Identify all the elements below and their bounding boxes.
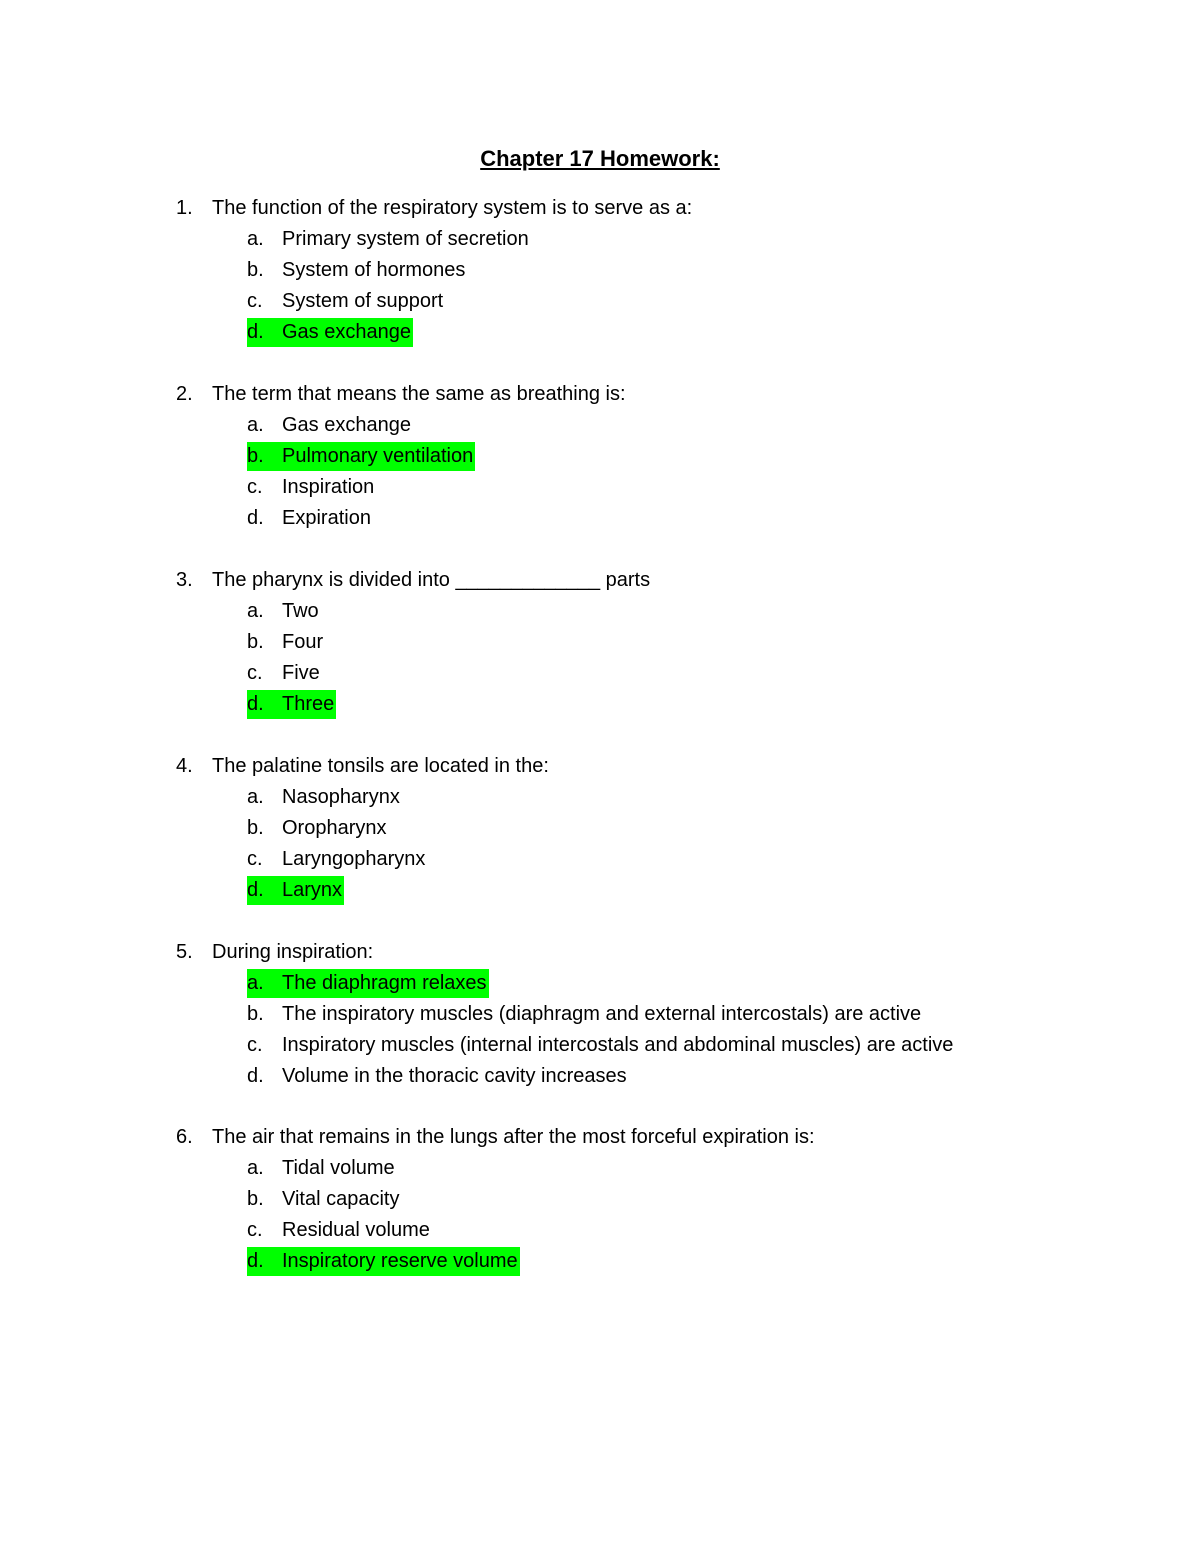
option-letter: a. xyxy=(247,1157,264,1179)
option-text: Nasopharynx xyxy=(282,786,400,808)
option-text: The inspiratory muscles (diaphragm and external intercostals) are active xyxy=(282,1003,922,1025)
option-4b xyxy=(0,813,1200,844)
option-label xyxy=(247,287,445,316)
question-number: 6. xyxy=(176,1126,193,1148)
question-number: 1. xyxy=(176,197,193,219)
option-label xyxy=(247,411,413,440)
question-text: The air that remains in the lungs after the most forceful expiration is: xyxy=(212,1126,815,1148)
option-3b xyxy=(0,627,1200,658)
option-label xyxy=(247,1062,629,1091)
question-number: 2. xyxy=(176,383,193,405)
option-letter: d. xyxy=(247,879,264,901)
option-label xyxy=(247,504,373,533)
option-letter: c. xyxy=(247,476,263,498)
option-text: Gas exchange xyxy=(282,321,411,343)
option-letter: a. xyxy=(247,414,264,436)
option-5d xyxy=(0,1061,1200,1092)
option-text: Oropharynx xyxy=(282,817,387,839)
option-2b-highlighted-answer xyxy=(0,441,1200,472)
option-letter: c. xyxy=(247,848,263,870)
option-list xyxy=(0,596,1200,720)
option-label xyxy=(247,597,321,626)
answer-highlight xyxy=(247,690,336,719)
option-letter: a. xyxy=(247,786,264,808)
option-label xyxy=(247,659,322,688)
option-label xyxy=(247,1216,432,1245)
option-5c xyxy=(0,1030,1200,1061)
option-list xyxy=(0,410,1200,534)
option-text: Laryngopharynx xyxy=(282,848,426,870)
answer-highlight xyxy=(247,1247,520,1276)
option-text: System of hormones xyxy=(282,259,466,281)
option-text: Vital capacity xyxy=(282,1188,400,1210)
option-letter: b. xyxy=(247,631,264,653)
option-list xyxy=(0,1153,1200,1277)
option-text: Gas exchange xyxy=(282,414,411,436)
option-text: Three xyxy=(282,693,335,715)
option-1a xyxy=(0,224,1200,255)
question-stem xyxy=(0,1122,1200,1153)
option-6d-highlighted-answer xyxy=(0,1246,1200,1277)
option-1c xyxy=(0,286,1200,317)
question-number: 4. xyxy=(176,755,193,777)
option-text: Inspiratory reserve volume xyxy=(282,1250,518,1272)
option-letter: d. xyxy=(247,1250,264,1272)
question-1 xyxy=(0,193,1200,348)
question-text: The term that means the same as breathing is: xyxy=(212,383,626,405)
option-3c xyxy=(0,658,1200,689)
option-label xyxy=(247,845,427,874)
option-label xyxy=(247,628,325,657)
answer-highlight xyxy=(247,318,413,347)
question-stem xyxy=(0,193,1200,224)
question-number: 5. xyxy=(176,941,193,963)
option-label xyxy=(247,1185,401,1214)
option-text: Tidal volume xyxy=(282,1157,395,1179)
option-letter: b. xyxy=(247,445,264,467)
option-5a-highlighted-answer xyxy=(0,968,1200,999)
answer-highlight xyxy=(247,876,344,905)
option-list xyxy=(0,968,1200,1092)
question-stem xyxy=(0,379,1200,410)
option-letter: d. xyxy=(247,693,264,715)
option-text: Expiration xyxy=(282,507,371,529)
question-stem xyxy=(0,937,1200,968)
option-letter: d. xyxy=(247,321,264,343)
option-text: Volume in the thoracic cavity increases xyxy=(282,1065,627,1087)
option-text: Five xyxy=(282,662,320,684)
option-text: Four xyxy=(282,631,324,653)
question-2 xyxy=(0,379,1200,534)
question-text: The palatine tonsils are located in the: xyxy=(212,755,549,777)
option-label xyxy=(247,256,467,285)
option-4d-highlighted-answer xyxy=(0,875,1200,906)
option-text: Pulmonary ventilation xyxy=(282,445,474,467)
option-label xyxy=(247,225,531,254)
option-text: Residual volume xyxy=(282,1219,430,1241)
option-letter: b. xyxy=(247,817,264,839)
option-1b xyxy=(0,255,1200,286)
option-letter: c. xyxy=(247,1219,263,1241)
answer-highlight xyxy=(247,969,489,998)
option-text: Primary system of secretion xyxy=(282,228,529,250)
option-letter: a. xyxy=(247,228,264,250)
option-letter: b. xyxy=(247,1188,264,1210)
option-text: Larynx xyxy=(282,879,343,901)
option-letter: d. xyxy=(247,1065,264,1087)
option-label xyxy=(247,473,376,502)
option-text: Inspiratory muscles (internal intercostals and abdominal muscles) are active xyxy=(282,1034,954,1056)
option-label xyxy=(247,1154,397,1183)
question-stem xyxy=(0,751,1200,782)
option-letter: c. xyxy=(247,662,263,684)
option-letter: c. xyxy=(247,290,263,312)
option-text: Inspiration xyxy=(282,476,375,498)
option-text: Two xyxy=(282,600,319,622)
option-letter: b. xyxy=(247,259,264,281)
option-text: The diaphragm relaxes xyxy=(282,972,487,994)
option-2d xyxy=(0,503,1200,534)
option-6c xyxy=(0,1215,1200,1246)
answer-highlight xyxy=(247,442,475,471)
option-letter: a. xyxy=(247,972,264,994)
option-6a xyxy=(0,1153,1200,1184)
question-text: The pharynx is divided into _____________ parts xyxy=(212,569,651,591)
option-4a xyxy=(0,782,1200,813)
question-text: The function of the respiratory system is to serve as a: xyxy=(212,197,693,219)
question-number: 3. xyxy=(176,569,193,591)
question-text: During inspiration: xyxy=(212,941,374,963)
option-5b xyxy=(0,999,1200,1030)
question-6 xyxy=(0,1122,1200,1277)
question-4 xyxy=(0,751,1200,906)
question-5 xyxy=(0,937,1200,1092)
option-3a xyxy=(0,596,1200,627)
option-label xyxy=(247,1000,923,1029)
option-letter: d. xyxy=(247,507,264,529)
option-2a xyxy=(0,410,1200,441)
option-letter: b. xyxy=(247,1003,264,1025)
option-3d-highlighted-answer xyxy=(0,689,1200,720)
option-label xyxy=(247,814,389,843)
document-title: Chapter 17 Homework: xyxy=(480,146,720,171)
question-3 xyxy=(0,565,1200,720)
option-list xyxy=(0,224,1200,348)
option-letter: a. xyxy=(247,600,264,622)
option-text: System of support xyxy=(282,290,444,312)
option-4c xyxy=(0,844,1200,875)
option-letter: c. xyxy=(247,1034,263,1056)
option-list xyxy=(0,782,1200,906)
option-1d-highlighted-answer xyxy=(0,317,1200,348)
option-label xyxy=(247,1031,955,1060)
question-stem xyxy=(0,565,1200,596)
option-6b xyxy=(0,1184,1200,1215)
option-2c xyxy=(0,472,1200,503)
option-label xyxy=(247,783,402,812)
